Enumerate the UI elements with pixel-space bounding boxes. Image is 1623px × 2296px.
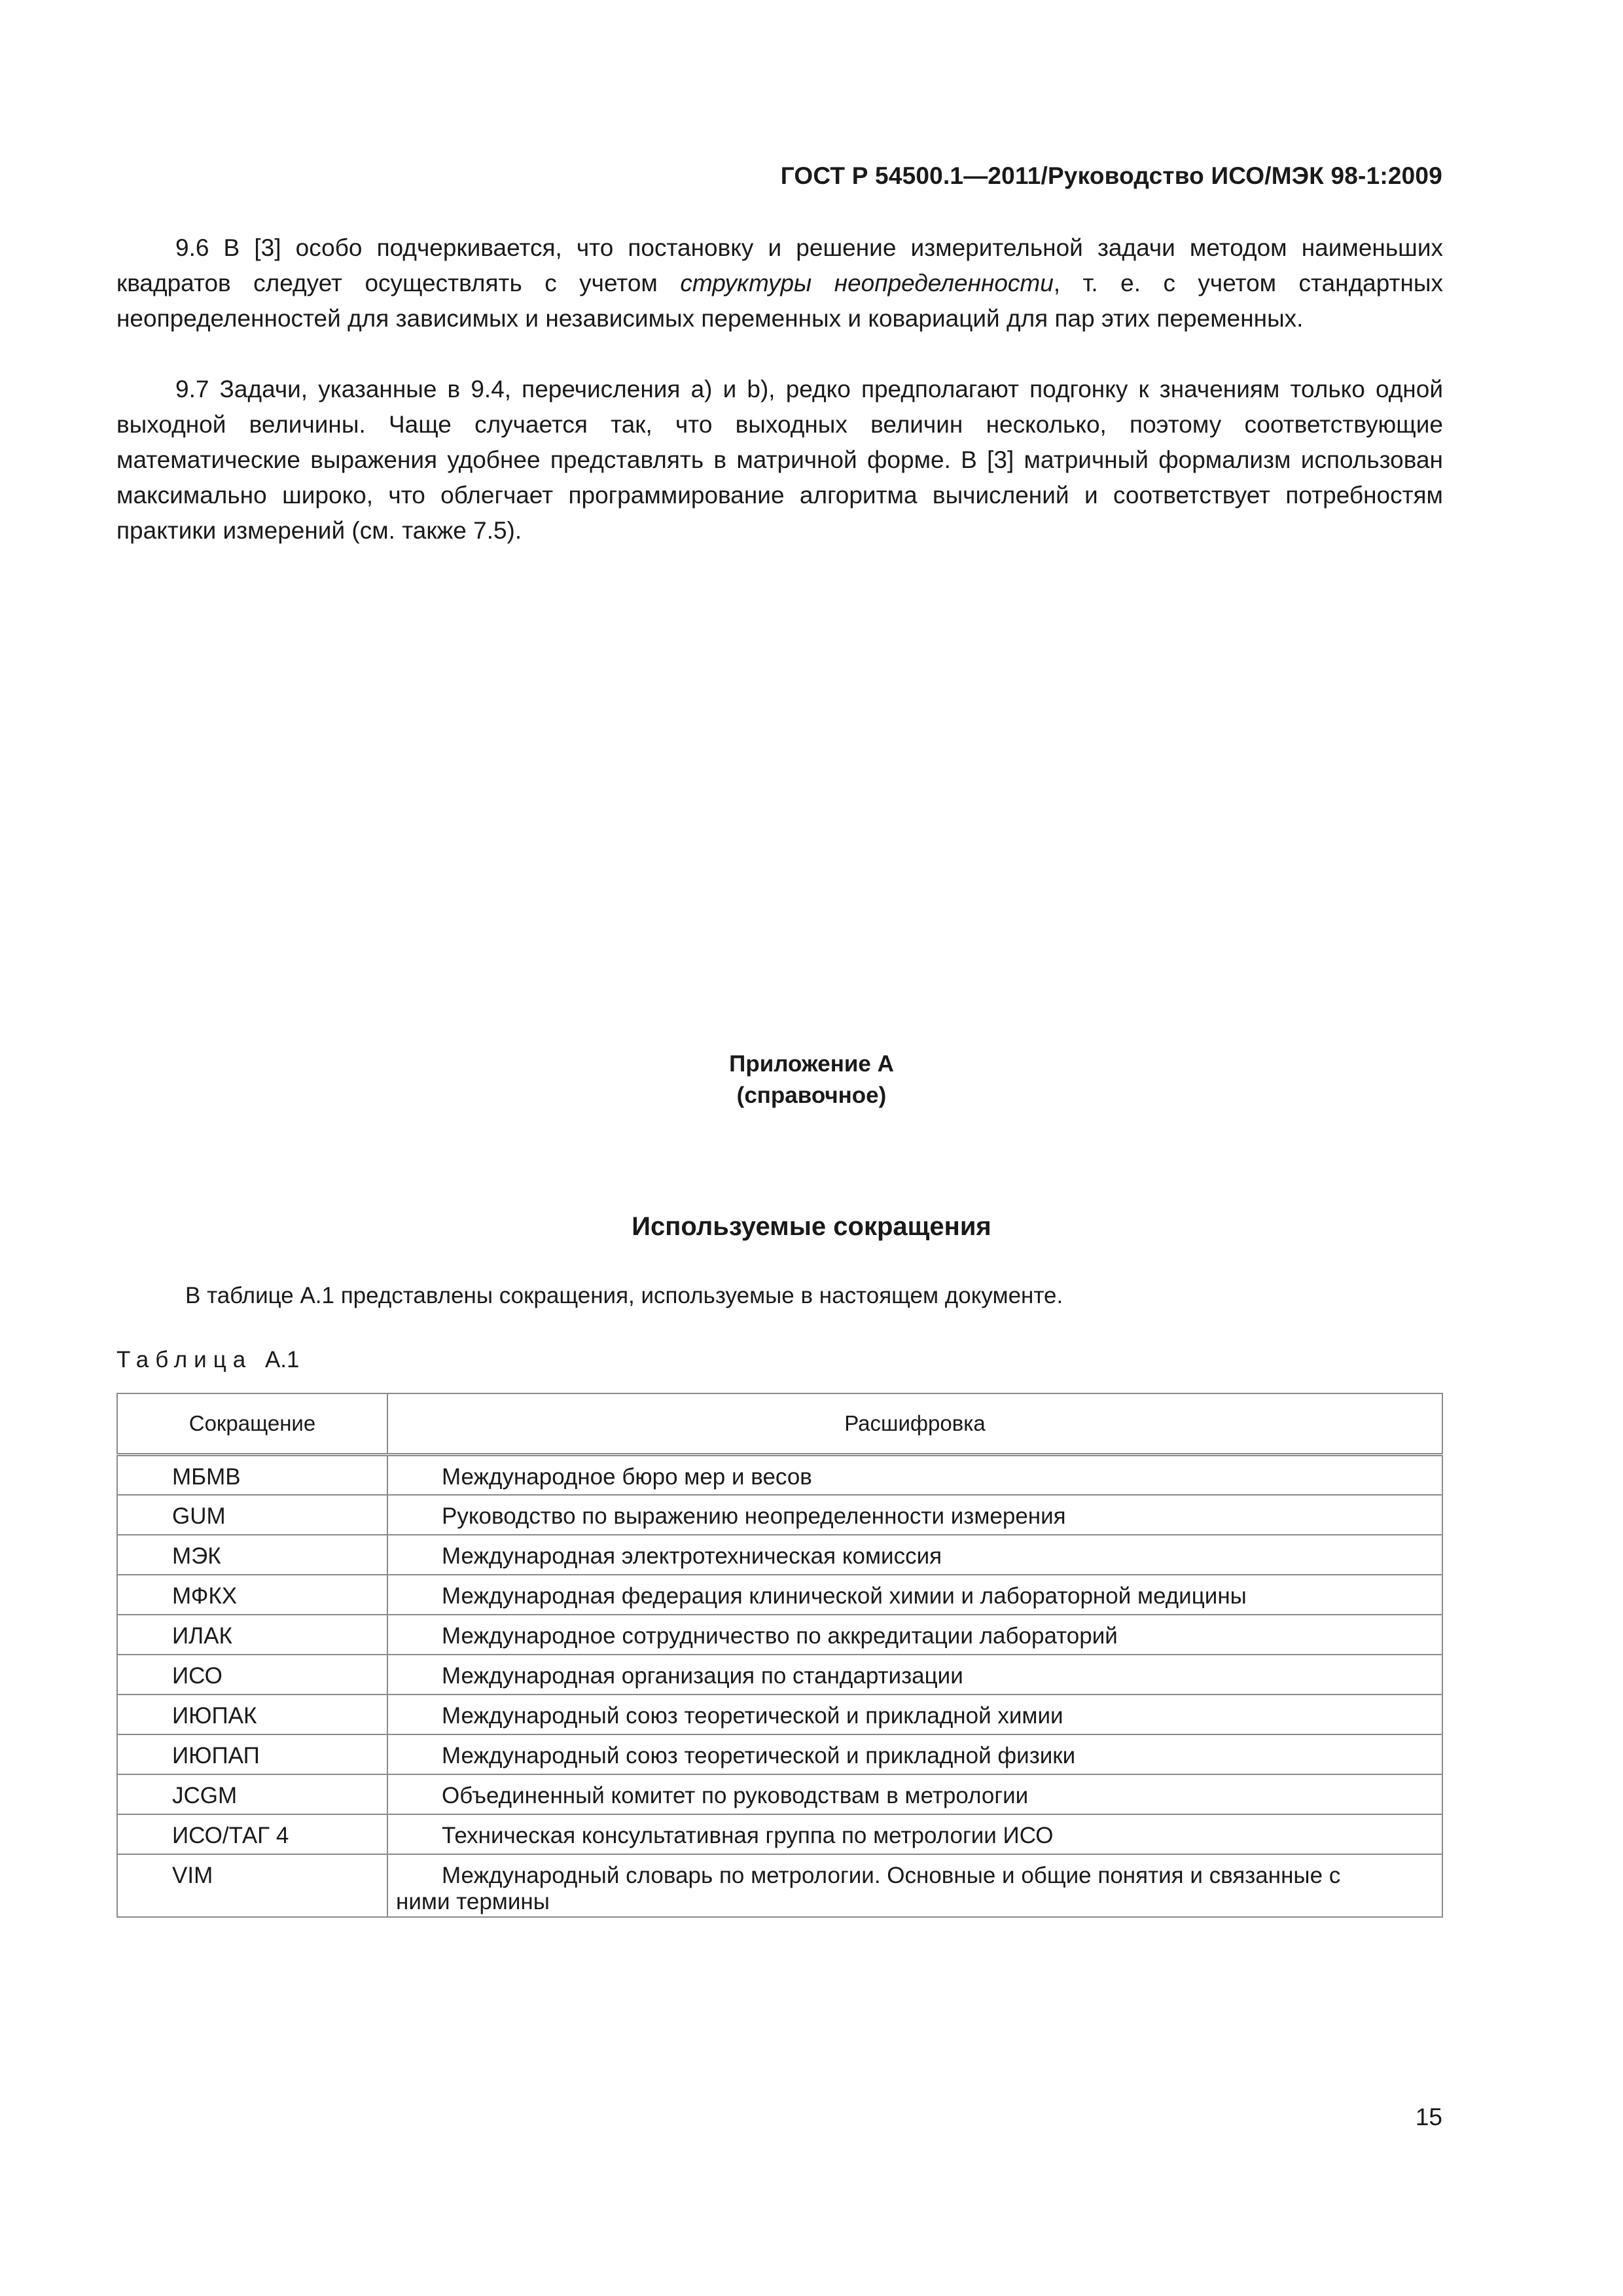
description-text: Международная организация по стандартизации [442, 1662, 963, 1689]
table-row [117, 1655, 1442, 1695]
description-text: Руководство по выражению неопределенности измерения [442, 1503, 1066, 1529]
table-row [117, 1575, 1442, 1615]
table-row [117, 1535, 1442, 1575]
description-text: Международное бюро мер и весов [442, 1464, 812, 1490]
abbreviations-table [116, 1393, 1443, 1918]
paragraph-9-7 [116, 372, 1443, 548]
abbreviation-cell: ИЮПАП [117, 1734, 387, 1774]
document-header: ГОСТ Р 54500.1—2011/Руководство ИСО/МЭК 98-1:2009 [780, 162, 1442, 189]
paragraph-9-6-part1: 9.6 В [3] особо подчеркивается, что постановку и решение измерительной задачи методом наименьших квадратов следует осуществлять с учетом [116, 234, 1443, 296]
section-title: Используемые сокращения [632, 1212, 991, 1241]
description-text: Международная электротехническая комиссия [442, 1543, 942, 1569]
column-header-abbreviation: Сокращение [117, 1393, 387, 1455]
description-cell [387, 1615, 1442, 1655]
abbreviation-cell: GUM [117, 1495, 387, 1535]
description-cell [387, 1655, 1442, 1695]
paragraph-9-6-emphasis: структуры неопределенности [680, 270, 1054, 296]
table-header-row [117, 1393, 1442, 1455]
table-row [117, 1695, 1442, 1734]
page-number: 15 [1415, 2104, 1442, 2130]
table-caption-label: Таблица [116, 1347, 253, 1372]
table-row [117, 1734, 1442, 1774]
table-caption [116, 1347, 300, 1373]
abbreviation-cell: JCGM [117, 1774, 387, 1814]
description-text: Международное сотрудничество по аккредитации лабораторий [442, 1623, 1118, 1649]
abbreviation-cell: ИСО/ТАГ 4 [117, 1814, 387, 1854]
description-text: Международный союз теоретической и прикладной физики [442, 1742, 1076, 1768]
description-cell [387, 1814, 1442, 1854]
abbreviation-cell: ИЛАК [117, 1615, 387, 1655]
table-caption-number: А.1 [264, 1347, 300, 1372]
description-text: Международный словарь по метрологии. Основные и общие понятия и связанные с [442, 1862, 1341, 1888]
paragraph-9-6-part2: , т. е. с учетом стандартных неопределенностей для зависимых и независимых переменных и ковариаций для пар этих переменных. [116, 270, 1443, 332]
description-cell [387, 1774, 1442, 1814]
description-text: Техническая консультативная группа по метрологии ИСО [442, 1822, 1054, 1848]
description-text: Международный союз теоретической и прикладной химии [442, 1702, 1063, 1729]
description-cell [387, 1575, 1442, 1615]
section-intro: В таблице А.1 представлены сокращения, используемые в настоящем документе. [185, 1283, 1063, 1308]
description-cell [387, 1495, 1442, 1535]
paragraph-9-6 [116, 230, 1443, 336]
description-cell [387, 1535, 1442, 1575]
abbreviation-cell: ИСО [117, 1655, 387, 1695]
abbreviation-cell: МФКХ [117, 1575, 387, 1615]
table-row [117, 1495, 1442, 1535]
description-cell [387, 1455, 1442, 1495]
description-cell [387, 1734, 1442, 1774]
appendix-subtitle: (справочное) [736, 1083, 887, 1108]
paragraph-9-7-text: 9.7 Задачи, указанные в 9.4, перечисления a) и b), редко предполагают подгонку к значениям только одной выходной величины. Чаще случается так, что выходных величин несколько, поэтому соответствующие математические выражения удобнее представлять в матричной форме. В [3] матричный формализм использован максимально широко, что облегчает программирование алгоритма вычислений и соответствует потребностям практики измерений (см. также 7.5). [116, 376, 1443, 544]
description-text: Международная федерация клинической химии и лабораторной медицины [442, 1583, 1247, 1609]
description-cell [387, 1854, 1442, 1917]
description-cell [387, 1695, 1442, 1734]
table-row [117, 1615, 1442, 1655]
abbreviation-cell: VIM [117, 1854, 387, 1917]
description-text: Объединенный комитет по руководствам в метрологии [442, 1782, 1029, 1808]
description-text-line2: ними термины [396, 1888, 550, 1914]
table-row [117, 1814, 1442, 1854]
table-row [117, 1455, 1442, 1495]
abbreviation-cell: ИЮПАК [117, 1695, 387, 1734]
table-row [117, 1854, 1442, 1917]
column-header-description: Расшифровка [387, 1393, 1442, 1455]
table-row [117, 1774, 1442, 1814]
abbreviation-cell: МЭК [117, 1535, 387, 1575]
abbreviation-cell: МБМВ [117, 1455, 387, 1495]
appendix-title: Приложение А [729, 1051, 894, 1077]
